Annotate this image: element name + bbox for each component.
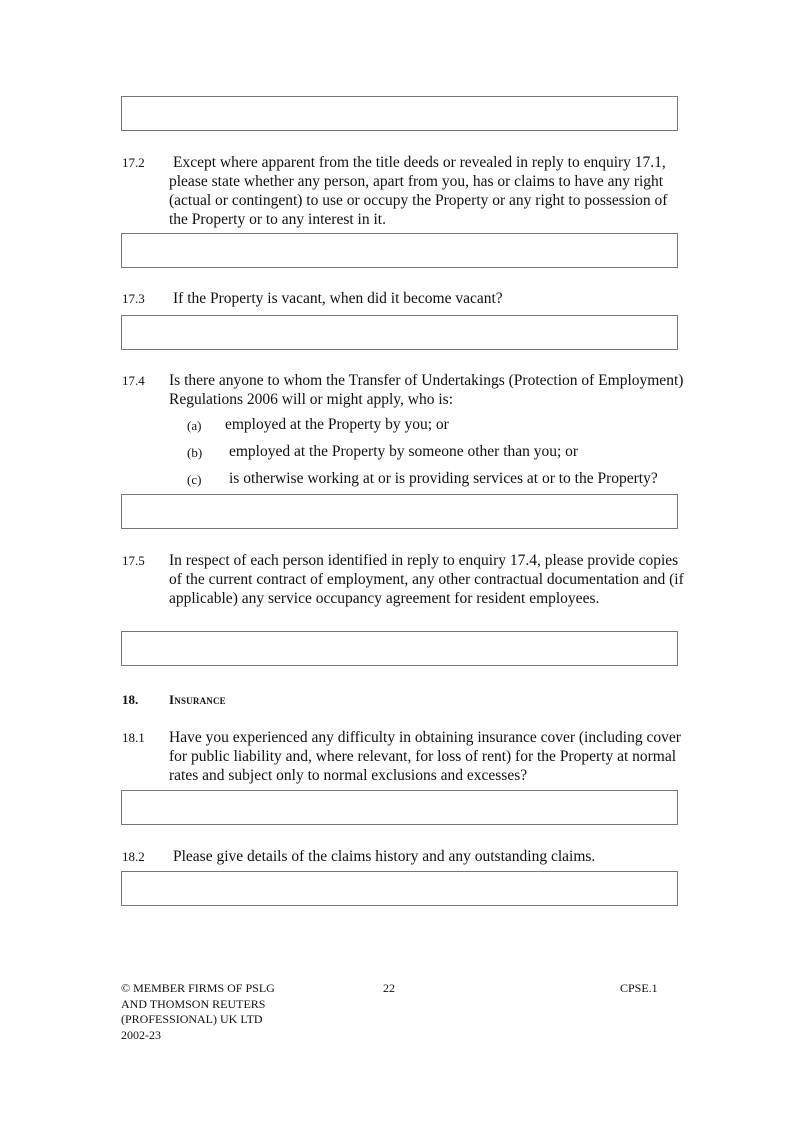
footer-copyright-line: 2002-23 (121, 1027, 161, 1042)
page-number: 22 (383, 981, 395, 995)
form-code: CPSE.1 (620, 981, 658, 995)
answer-box-17-4[interactable] (121, 494, 678, 529)
question-number-17-3: 17.3 (122, 291, 145, 306)
question-number-17-2: 17.2 (122, 155, 145, 170)
question-text-17-2: Except where apparent from the title deeds or revealed in reply to enquiry 17.1, please state whether any person, apart from you, has or claims to have any right (actual or contingent) to use or occupy the Property or any right to possession of the Property or to any interest in it. (169, 154, 668, 228)
section-number-18: 18. (122, 692, 139, 707)
question-text-17-3: If the Property is vacant, when did it become vacant? (173, 290, 503, 307)
sub-item-letter-b: (b) (187, 445, 203, 460)
sub-item-text-c: is otherwise working at or is providing services at or to the Property? (229, 470, 658, 487)
question-number-18-1: 18.1 (122, 730, 145, 745)
footer-copyright-line: (PROFESSIONAL) UK LTD (121, 1012, 263, 1026)
question-number-18-2: 18.2 (122, 849, 145, 864)
footer-copyright-line: © MEMBER FIRMS OF PSLG (121, 981, 275, 995)
answer-box-17-3[interactable] (121, 315, 678, 350)
footer-copyright (121, 981, 275, 1043)
sub-item-text-a: employed at the Property by you; or (225, 416, 449, 433)
question-number-17-5: 17.5 (122, 553, 145, 568)
section-heading-18: Insurance (169, 692, 226, 707)
sub-item-letter-c: (c) (187, 472, 202, 487)
answer-box-17-5[interactable] (121, 631, 678, 666)
sub-item-letter-a: (a) (187, 418, 202, 433)
question-text-17-4: Is there anyone to whom the Transfer of Undertakings (Protection of Employment) Regulations 2006 will or might apply, who is: (169, 372, 684, 408)
question-text-18-1: Have you experienced any difficulty in obtaining insurance cover (including cover for public liability and, where relevant, for loss of rent) for the Property at normal rates and subject only to normal exclusions and excesses? (169, 729, 681, 784)
footer-copyright-line: AND THOMSON REUTERS (121, 996, 266, 1011)
answer-box-17-1[interactable] (121, 96, 678, 131)
question-text-18-2: Please give details of the claims history and any outstanding claims. (173, 848, 596, 865)
answer-box-17-2[interactable] (121, 233, 678, 268)
answer-box-18-2[interactable] (121, 871, 678, 906)
question-number-17-4: 17.4 (122, 373, 145, 388)
answer-box-18-1[interactable] (121, 790, 678, 825)
sub-item-text-b: employed at the Property by someone other than you; or (229, 443, 579, 460)
question-text-17-5: In respect of each person identified in reply to enquiry 17.4, please provide copies of the current contract of employment, any other contractual documentation and (if applicable) any service occupancy agreement for resident employees. (169, 552, 684, 607)
